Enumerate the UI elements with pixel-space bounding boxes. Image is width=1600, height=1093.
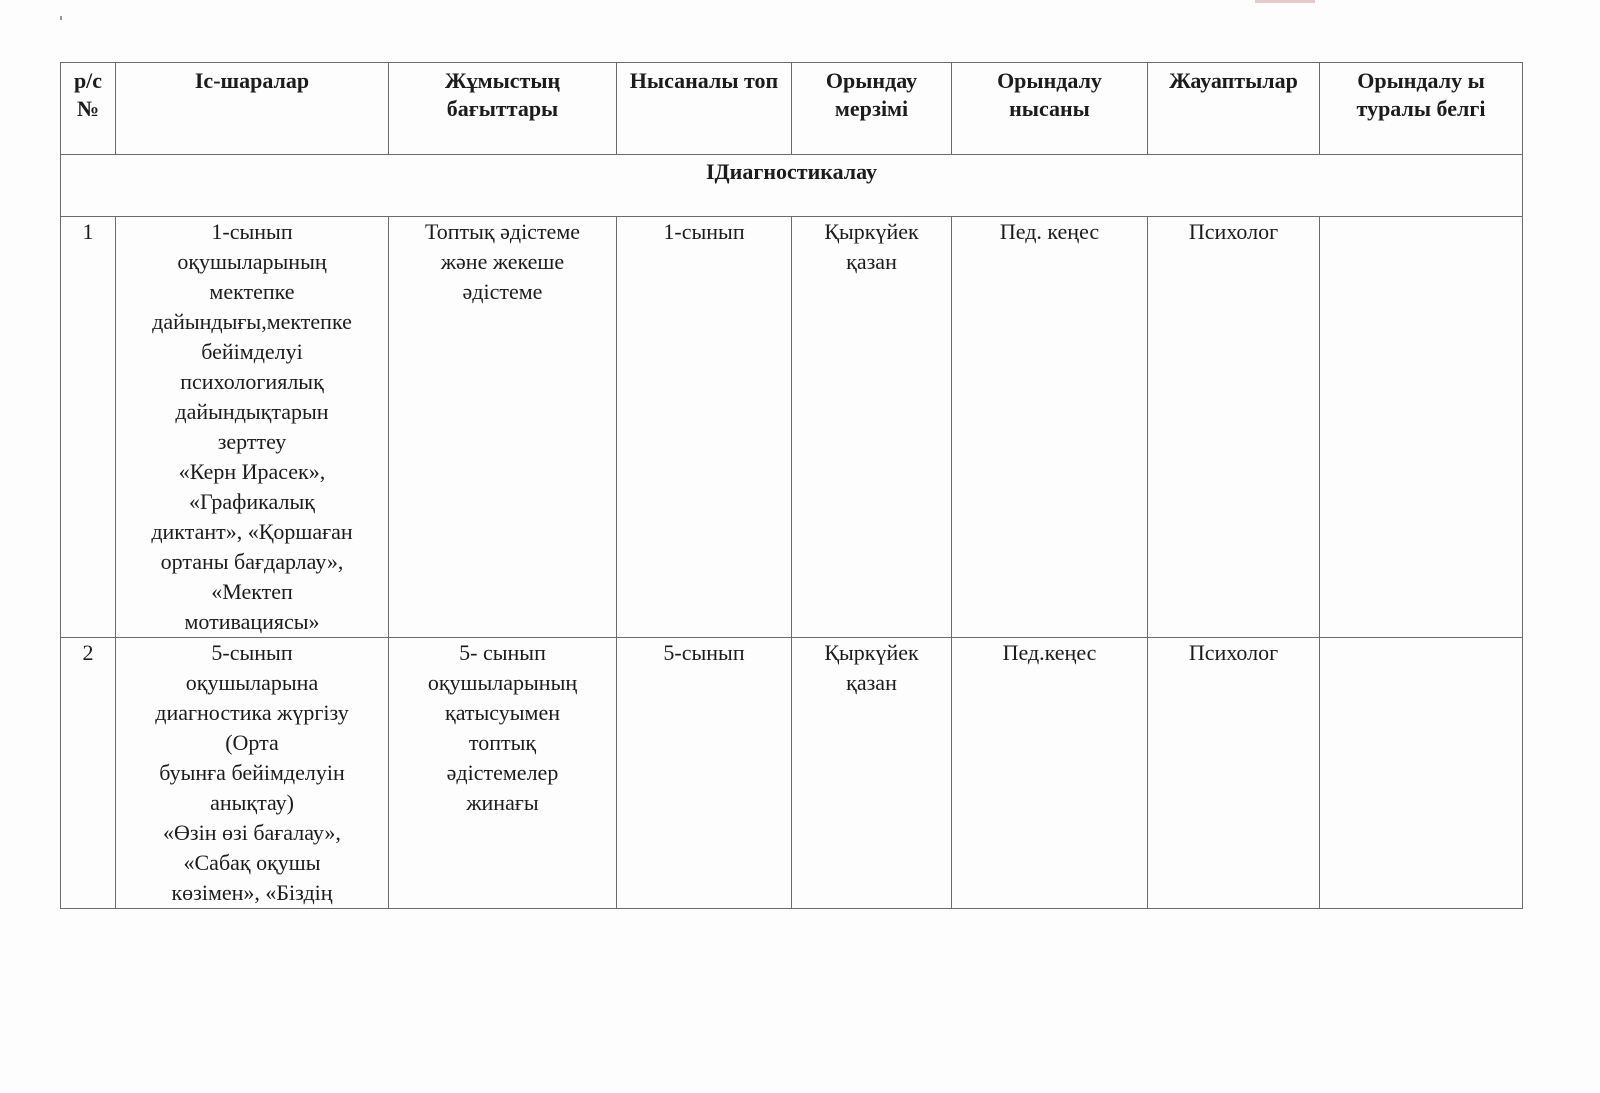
- table-row: [61, 217, 1523, 638]
- row-note: [1320, 217, 1523, 638]
- scan-edge-mark: [1255, 0, 1315, 3]
- row-responsible: Психолог: [1148, 638, 1320, 909]
- header-responsible: Жауаптылар: [1148, 63, 1320, 155]
- row-deadline: Қыркүйек қазан: [792, 217, 952, 638]
- row-target: 5-сынып: [617, 638, 792, 909]
- section-row: [61, 155, 1523, 217]
- scan-speck: [60, 16, 62, 20]
- header-completion-note: Орындалу ы туралы белгі: [1320, 63, 1523, 155]
- row-event: 5-сынып оқушыларына диагностика жүргізу (Орта буынға бейімделуін анықтау) «Өзін өзі бағалау», «Сабақ оқушы көзімен», «Біздің: [116, 638, 389, 909]
- header-directions: Жұмыстың бағыттары: [389, 63, 617, 155]
- header-number: р/с №: [61, 63, 116, 155]
- header-deadline: Орындау мерзімі: [792, 63, 952, 155]
- plan-table: [60, 62, 1523, 909]
- header-row: [61, 63, 1523, 155]
- table-row: [61, 638, 1523, 909]
- row-note: [1320, 638, 1523, 909]
- row-responsible: Психолог: [1148, 217, 1320, 638]
- row-number: 2: [61, 638, 116, 909]
- header-events: Іс-шаралар: [116, 63, 389, 155]
- row-form: Пед. кеңес: [952, 217, 1148, 638]
- row-event: 1-сынып оқушыларының мектепке дайындығы,мектепке бейімделуі психологиялық дайындықтарын зерттеу «Керн Ирасек», «Графикалық диктант», «Қоршаған ортаны бағдарлау», «Мектеп мотивациясы»: [116, 217, 389, 638]
- row-direction: Топтық әдістеме және жекеше әдістеме: [389, 217, 617, 638]
- row-deadline: Қыркүйек қазан: [792, 638, 952, 909]
- header-target-group: Нысаналы топ: [617, 63, 792, 155]
- row-direction: 5- сынып оқушыларының қатысуымен топтық әдістемелер жинағы: [389, 638, 617, 909]
- row-number: 1: [61, 217, 116, 638]
- row-target: 1-сынып: [617, 217, 792, 638]
- header-form: Орындалу нысаны: [952, 63, 1148, 155]
- row-form: Пед.кеңес: [952, 638, 1148, 909]
- section-title: IДиагностикалау: [61, 155, 1523, 217]
